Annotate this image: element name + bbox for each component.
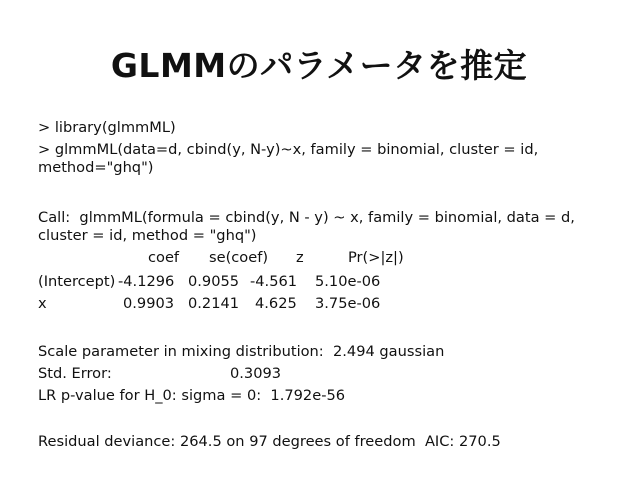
header-p: Pr(>|z|) xyxy=(348,249,404,266)
row-se: 0.2141 xyxy=(188,295,240,312)
scale-parameter-line: Scale parameter in mixing distribution: 2.494 gaussian xyxy=(38,343,445,360)
call-line1: Call: glmmML(formula = cbind(y, N - y) ~ x, family = binomial, data = d, xyxy=(38,209,575,226)
slide-title: GLMMのパラメータを推定 xyxy=(110,46,528,85)
std-error-value: 0.3093 xyxy=(230,365,282,382)
header-coef: coef xyxy=(148,249,180,266)
header-z: z xyxy=(296,249,304,266)
row-coef: -4.1296 xyxy=(118,273,175,290)
row-se: 0.9055 xyxy=(188,273,240,290)
row-p: 3.75e-06 xyxy=(315,295,381,312)
row-z: 4.625 xyxy=(255,295,297,312)
row-label: (Intercept) xyxy=(38,273,116,290)
command-glmmml-line1: > glmmML(data=d, cbind(y, N-y)~x, family = binomial, cluster = id, xyxy=(38,141,539,158)
residual-deviance-line: Residual deviance: 264.5 on 97 degrees of freedom AIC: 270.5 xyxy=(38,433,501,450)
row-coef: 0.9903 xyxy=(123,295,175,312)
command-library: > library(glmmML) xyxy=(38,119,176,136)
header-se: se(coef) xyxy=(209,249,269,266)
row-p: 5.10e-06 xyxy=(315,273,381,290)
command-glmmml-line2: method="ghq") xyxy=(38,159,154,176)
std-error-label: Std. Error: xyxy=(38,365,112,382)
call-line2: cluster = id, method = "ghq") xyxy=(38,227,257,244)
lr-pvalue-line: LR p-value for H_0: sigma = 0: 1.792e-56 xyxy=(38,387,346,404)
row-label: x xyxy=(38,295,47,312)
row-z: -4.561 xyxy=(250,273,298,290)
